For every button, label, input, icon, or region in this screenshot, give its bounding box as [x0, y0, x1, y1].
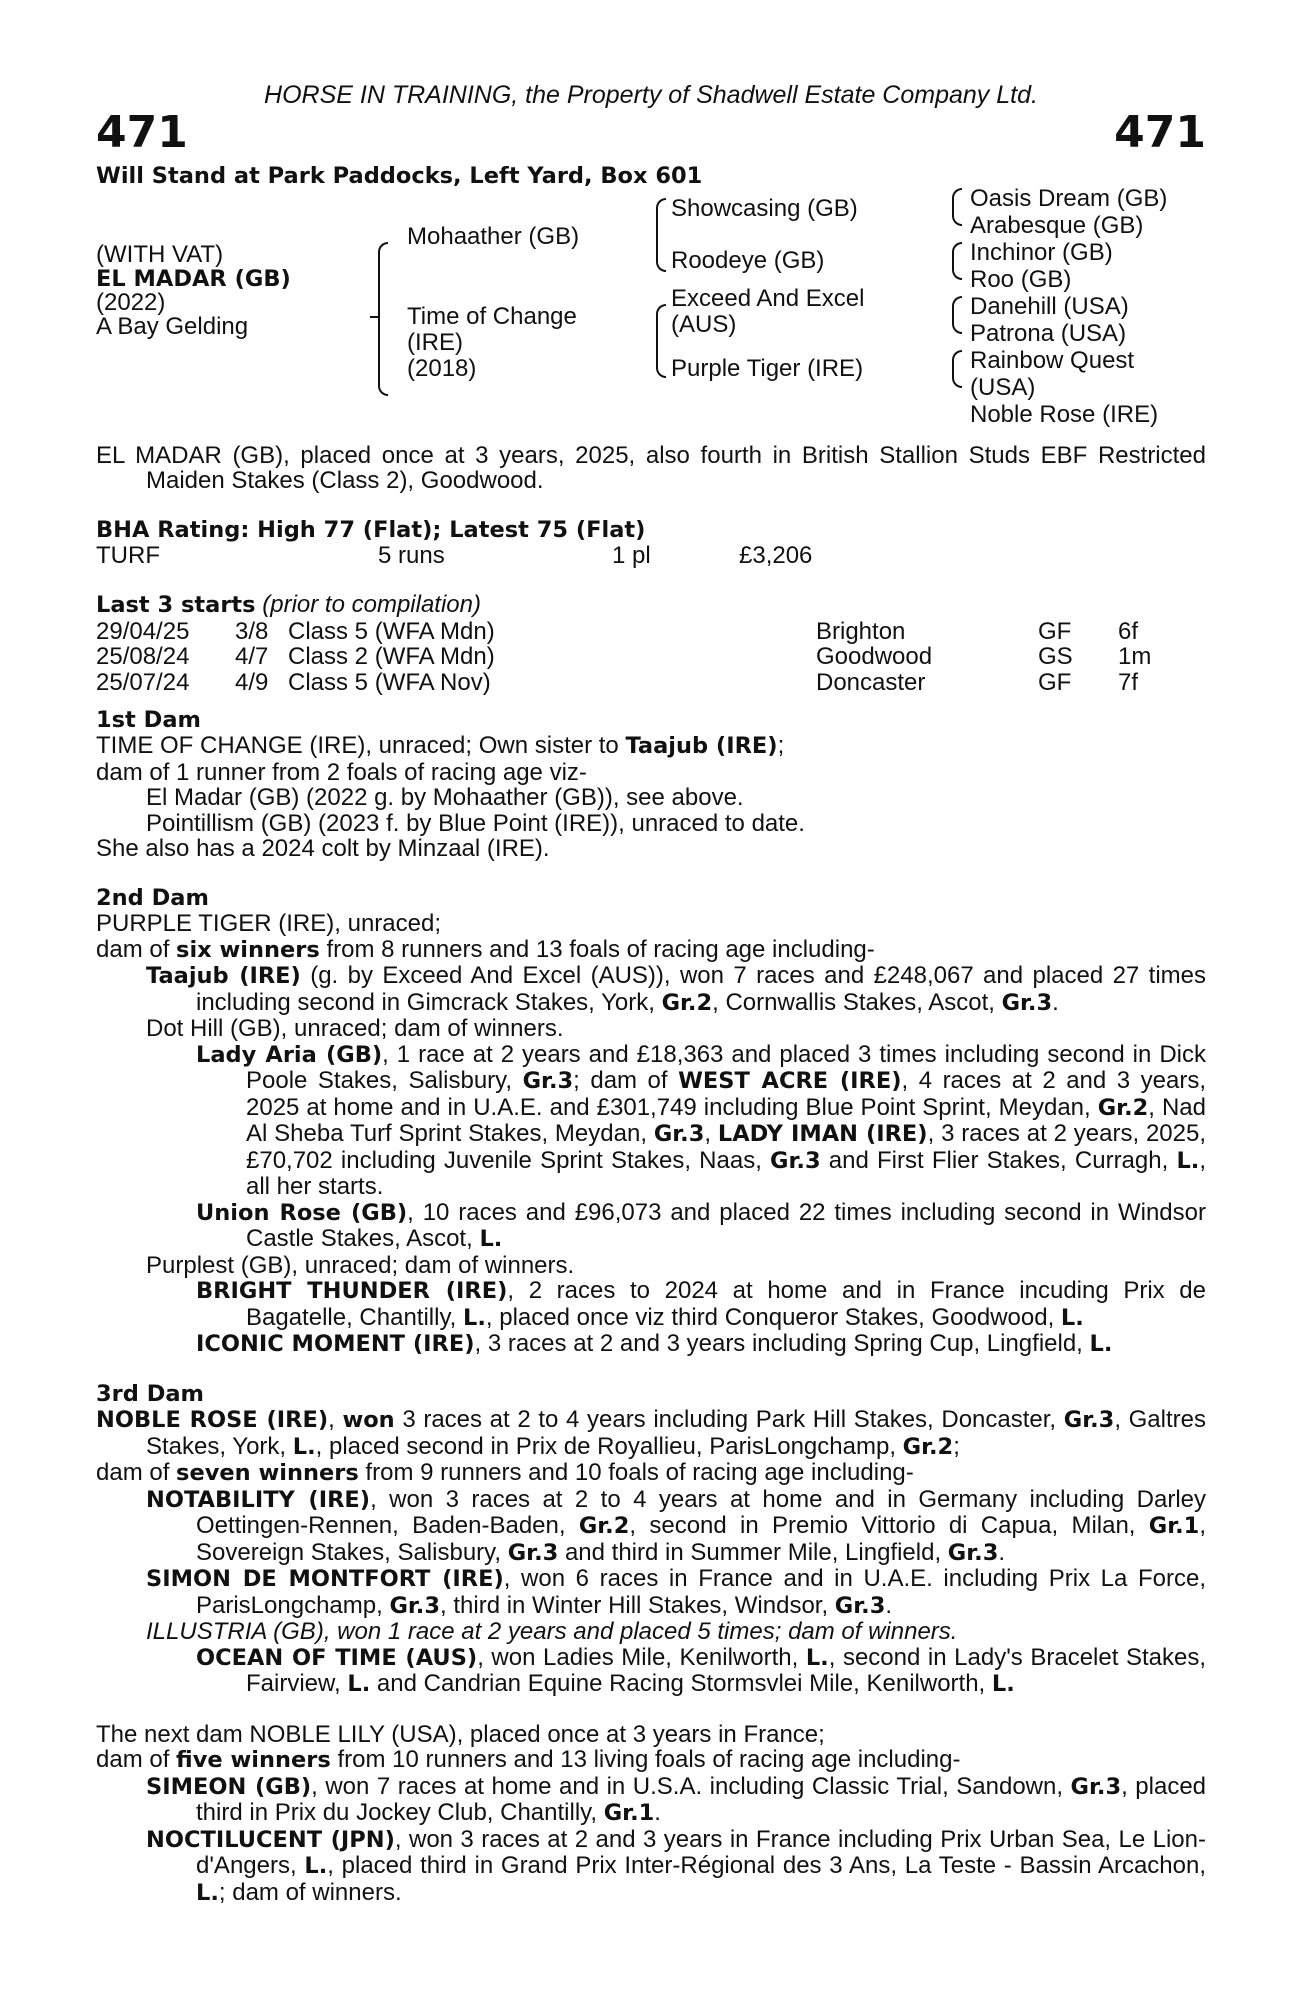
produce-iconic-moment	[96, 1331, 1206, 1358]
winners-count: seven winners	[176, 1460, 359, 1486]
sire-dam: Roodeye (GB)	[671, 246, 825, 274]
pedigree-brace	[378, 242, 388, 396]
rating-runs: 5 runs	[378, 542, 445, 569]
grade: Gr.3	[770, 1147, 821, 1174]
text: ;	[777, 732, 785, 759]
gen3-3: Inchinor (GB)	[970, 238, 1113, 266]
text: ,	[328, 1406, 343, 1433]
grade: L.	[292, 1433, 316, 1460]
grade: L.	[479, 1226, 503, 1252]
grade: L.	[1089, 1331, 1113, 1357]
text: ; dam of winners.	[218, 1878, 402, 1906]
grade: L.	[991, 1671, 1015, 1697]
start-date: 29/04/25	[96, 617, 190, 645]
text: dam of	[96, 935, 177, 963]
horse-name-bold: NOTABILITY (IRE)	[146, 1486, 371, 1513]
rating-record	[96, 543, 1206, 568]
start-course: Brighton	[816, 617, 906, 645]
produce-simon-de-montfort	[96, 1566, 1206, 1619]
rating-section	[96, 518, 1206, 569]
produce-notability	[96, 1487, 1206, 1567]
text: .	[1052, 988, 1059, 1016]
produce-ocean-of-time	[96, 1645, 1206, 1698]
text: .	[654, 1799, 661, 1826]
produce-item: Pointillism (GB) (2023 f. by Blue Point (IRE)), unraced to date.	[146, 809, 805, 837]
rating-earnings: £3,206	[739, 542, 813, 569]
rating-surface: TURF	[96, 542, 160, 569]
text: (g. by Exceed And Excel (AUS)), won 7 races and £248,067 and placed 27 times including second in Gimcrack Stakes, York,	[196, 962, 1206, 1016]
third-dam-section	[96, 1382, 1206, 1698]
produce-taajub	[96, 963, 1206, 1016]
text: , 4 races at 2 and 3 years, 2025 at home and in U.A.E. and £301,749 including Blue Point Sprint, Meydan,	[246, 1067, 1206, 1121]
grade: Gr.3	[653, 1121, 705, 1147]
text: , Nad Al Sheba Turf Sprint Stakes, Meydan,	[246, 1093, 1206, 1147]
won-bold: won	[342, 1407, 395, 1433]
horse-name-bold: Taajub (IRE)	[625, 733, 778, 759]
last-starts-table	[96, 619, 1206, 696]
text: , won 7 races at home and in U.S.A. including Classic Trial, Sandown,	[311, 1772, 1071, 1800]
second-dam-produce	[96, 937, 1206, 964]
dam-line2: (IRE)	[407, 328, 463, 356]
sire-sire: Showcasing (GB)	[671, 194, 858, 222]
gen3-6: Patrona (USA)	[970, 319, 1127, 347]
rating-placed: 1 pl	[612, 542, 651, 569]
text: ,	[704, 1120, 718, 1147]
horse-description: A Bay Gelding	[96, 312, 249, 340]
grade: Gr.3	[522, 1068, 574, 1094]
produce-noctilucent	[96, 1827, 1206, 1907]
catalogue-page	[96, 80, 1206, 1906]
start-class: Class 5 (WFA Nov)	[288, 668, 491, 696]
gen3-1: Oasis Dream (GB)	[970, 184, 1168, 212]
horse-name-bold: BRIGHT THUNDER (IRE)	[196, 1278, 508, 1304]
start-distance: 6f	[1118, 617, 1139, 645]
start-going: GS	[1038, 643, 1073, 670]
lot-number-row	[96, 107, 1206, 160]
text: , placed third in Grand Prix Inter-Régional des 3 Ans, La Teste - Bassin Arcachon,	[327, 1852, 1207, 1879]
start-row	[96, 619, 1206, 644]
horse-name-bold: OCEAN OF TIME (AUS)	[196, 1644, 478, 1671]
winners-count: five winners	[176, 1747, 331, 1773]
text: and Candrian Equine Racing Stormsvlei Mile, Kenilworth,	[370, 1670, 992, 1697]
text: and third in Summer Mile, Lingfield,	[558, 1538, 948, 1566]
gen3-7: Rainbow Quest (USA)	[970, 346, 1135, 401]
first-dam-title: 1st Dam	[96, 706, 201, 733]
text: , won 3 races at 2 and 3 years in France including Prix Urban Sea, Le Lion-d'Angers,	[196, 1825, 1206, 1879]
next-dam-section	[96, 1722, 1206, 1907]
grade: Gr.3	[947, 1539, 999, 1566]
produce-dot-hill: Dot Hill (GB), unraced; dam of winners.	[146, 1015, 564, 1042]
text: , Cornwallis Stakes, Ascot,	[712, 988, 1002, 1016]
pedigree-table	[96, 184, 1206, 428]
produce-lady-aria	[96, 1042, 1206, 1200]
start-class: Class 2 (WFA Mdn)	[288, 643, 495, 670]
produce-bright-thunder	[96, 1278, 1206, 1331]
grade: L.	[304, 1853, 328, 1879]
text: , placed once viz third Conqueror Stakes, Goodwood,	[485, 1303, 1061, 1331]
third-dam-title: 3rd Dam	[96, 1380, 204, 1407]
produce-simeon	[96, 1774, 1206, 1827]
brace-3b	[952, 242, 962, 280]
start-row	[96, 670, 1206, 695]
horse-name-bold: NOBLE ROSE (IRE)	[96, 1407, 329, 1433]
text: , won 6 races in France and in U.A.E. including Prix La Force, ParisLongchamp,	[196, 1565, 1206, 1619]
start-course: Goodwood	[816, 643, 933, 670]
text: dam of	[96, 1746, 177, 1773]
brace-3c	[952, 296, 962, 334]
dam-line1: Time of Change	[407, 302, 577, 330]
start-class: Class 5 (WFA Mdn)	[288, 617, 495, 645]
next-dam-produce	[96, 1747, 1206, 1774]
third-generation	[970, 185, 1206, 428]
text: , Galtres Stakes, York,	[146, 1406, 1206, 1460]
text: 3 races at 2 to 4 years including Park Hill Stakes, Doncaster,	[394, 1406, 1064, 1433]
lot-number-left: 471	[96, 107, 188, 158]
grade: L.	[463, 1304, 486, 1331]
winners-count: six winners	[176, 936, 320, 963]
horse-name: EL MADAR (GB)	[96, 265, 291, 292]
dam-brace	[656, 304, 666, 378]
start-going: GF	[1038, 617, 1072, 645]
grade: Gr.1	[603, 1800, 655, 1826]
grade: Gr.3	[389, 1592, 441, 1619]
start-going: GF	[1038, 668, 1072, 696]
dam	[407, 304, 577, 382]
first-dam-produce: dam of 1 runner from 2 foals of racing age viz-	[96, 758, 587, 786]
next-dam-line: The next dam NOBLE LILY (USA), placed once at 3 years in France;	[96, 1720, 825, 1748]
gen3-8: Noble Rose (IRE)	[970, 400, 1159, 428]
last-starts-heading	[96, 592, 1206, 619]
page-header: HORSE IN TRAINING, the Property of Shadwell Estate Company Ltd.	[264, 81, 1038, 109]
text: ; dam of	[573, 1067, 679, 1094]
horse-name-bold: WEST ACRE (IRE)	[678, 1068, 902, 1094]
grade: L.	[347, 1671, 371, 1697]
horse-name-bold: Union Rose (GB)	[196, 1199, 408, 1226]
horse-name-bold: LADY IMAN (IRE)	[717, 1121, 928, 1147]
second-dam-section	[96, 886, 1206, 1358]
text: ;	[953, 1432, 960, 1460]
text: , 2 races to 2024 at home and in France incuding Prix de Bagatelle, Chantilly,	[246, 1277, 1206, 1331]
dam-dam: Purple Tiger (IRE)	[671, 354, 864, 382]
last-starts-title: Last 3 starts	[96, 592, 256, 618]
horse-name-bold: ICONIC MOMENT (IRE)	[196, 1331, 475, 1357]
grade: L.	[1060, 1304, 1084, 1331]
grade: Gr.3	[834, 1592, 886, 1619]
start-distance: 7f	[1118, 668, 1139, 696]
grade: Gr.2	[578, 1513, 630, 1539]
gen3-4: Roo (GB)	[970, 265, 1072, 293]
horse-details	[96, 240, 291, 340]
produce-union-rose	[96, 1200, 1206, 1253]
dam-sire-line1: Exceed And Excel	[671, 284, 865, 312]
horse-name-bold: SIMEON (GB)	[146, 1773, 312, 1800]
text: , 1 race at 2 years and £18,363 and placed 3 times including second in Dick Poole Stakes, Salisbury,	[246, 1040, 1206, 1094]
start-position: 4/7	[235, 643, 269, 670]
second-dam-title: 2nd Dam	[96, 884, 209, 911]
grade: L.	[1176, 1147, 1200, 1174]
text: from 10 runners and 13 living foals of racing age including-	[330, 1746, 961, 1773]
text: , second in Lady's Bracelet Stakes, Fairview,	[246, 1643, 1206, 1697]
start-course: Doncaster	[816, 668, 926, 696]
horse-year: (2022)	[96, 288, 166, 316]
sire: Mohaather (GB)	[407, 222, 580, 250]
horse-name-italic: ILLUSTRIA (GB)	[146, 1618, 324, 1645]
horse-summary: EL MADAR (GB), placed once at 3 years, 2025, also fourth in British Stallion Studs EBF Restricted Maiden Stakes (Class 2), Goodwood.	[96, 441, 1206, 494]
text: .	[885, 1591, 893, 1619]
text: and First Flier Stakes, Curragh,	[820, 1146, 1177, 1174]
gen3-5: Danehill (USA)	[970, 292, 1129, 320]
stand-location: Will Stand at Park Paddocks, Left Yard, Box 601	[96, 163, 703, 189]
third-dam-line	[96, 1407, 1206, 1460]
start-date: 25/07/24	[96, 668, 190, 696]
grade: L.	[196, 1879, 219, 1906]
text: from 9 runners and 10 foals of racing age including-	[358, 1459, 914, 1486]
grade: Gr.2	[661, 989, 713, 1016]
dam-line3: (2018)	[407, 354, 477, 382]
grade: Gr.3	[1070, 1773, 1122, 1800]
text: , placed second in Prix de Royallieu, ParisLongchamp,	[315, 1432, 903, 1460]
produce-item: El Madar (GB) (2022 g. by Mohaather (GB)), see above.	[146, 784, 744, 811]
last-starts-note: (prior to compilation)	[262, 591, 481, 618]
horse-name-bold: NOCTILUCENT (JPN)	[146, 1826, 395, 1853]
vat-note: (WITH VAT)	[96, 240, 224, 268]
start-distance: 1m	[1118, 643, 1152, 670]
sire-brace	[656, 198, 666, 272]
last-starts-section	[96, 592, 1206, 696]
text: , won Ladies Mile, Kenilworth,	[477, 1643, 806, 1671]
text: dam of	[96, 1459, 177, 1486]
lot-number-right: 471	[1114, 107, 1206, 158]
horse-name-bold: Lady Aria (GB)	[196, 1041, 383, 1068]
grade: Gr.3	[1063, 1407, 1115, 1433]
brace-3a	[952, 188, 962, 226]
text: , Sovereign Stakes, Salisbury,	[196, 1512, 1206, 1566]
produce-illustria	[96, 1619, 1206, 1645]
dam-sire	[671, 286, 864, 338]
text: .	[998, 1538, 1006, 1566]
start-position: 4/9	[235, 668, 269, 696]
dam-sire-line2: (AUS)	[671, 310, 737, 338]
horse-name-bold: SIMON DE MONTFORT (IRE)	[146, 1566, 504, 1592]
grade: Gr.3	[507, 1539, 559, 1566]
text: , won 1 race at 2 years and placed 5 times; dam of winners.	[323, 1618, 958, 1645]
produce-purplest: Purplest (GB), unraced; dam of winners.	[146, 1251, 575, 1279]
text: , third in Winter Hill Stakes, Windsor,	[440, 1591, 835, 1619]
text: , all her starts.	[246, 1146, 1207, 1200]
gen3-2: Arabesque (GB)	[970, 211, 1144, 239]
first-dam-note: She also has a 2024 colt by Minzaal (IRE).	[96, 835, 550, 862]
text: , placed third in Prix du Jockey Club, Chantilly,	[196, 1772, 1207, 1826]
rating-title: BHA Rating: High 77 (Flat); Latest 75 (Flat)	[96, 516, 646, 543]
horse-name-bold: Taajub (IRE)	[146, 963, 301, 989]
text: , 10 races and £96,073 and placed 22 times including second in Windsor Castle Stakes, Ascot,	[246, 1198, 1206, 1252]
start-position: 3/8	[235, 617, 269, 645]
text: TIME OF CHANGE (IRE), unraced; Own sister to	[96, 732, 626, 759]
grade: Gr.2	[1097, 1094, 1149, 1121]
second-dam-line: PURPLE TIGER (IRE), unraced;	[96, 910, 441, 937]
third-dam-produce	[96, 1460, 1206, 1487]
grade: Gr.1	[1148, 1513, 1200, 1539]
first-dam-line	[96, 733, 1206, 760]
grade: L.	[805, 1644, 829, 1671]
brace-3d	[952, 350, 962, 388]
start-date: 25/08/24	[96, 643, 190, 670]
pedigree-brace-tip	[370, 316, 378, 318]
grade: Gr.2	[902, 1433, 954, 1460]
start-row	[96, 644, 1206, 669]
text: from 8 runners and 13 foals of racing age including-	[319, 935, 875, 963]
text: , won 3 races at 2 to 4 years at home and in Germany including Darley Oettingen-Rennen, Baden-Baden,	[196, 1485, 1207, 1539]
text: , 3 races at 2 and 3 years including Spring Cup, Lingfield,	[474, 1330, 1090, 1357]
text: , 3 races at 2 years, 2025, £70,702 including Juvenile Sprint Stakes, Naas,	[246, 1120, 1206, 1174]
grade: Gr.3	[1001, 989, 1053, 1016]
first-dam-section	[96, 708, 1206, 862]
text: , second in Premio Vittorio di Capua, Milan,	[629, 1512, 1149, 1539]
